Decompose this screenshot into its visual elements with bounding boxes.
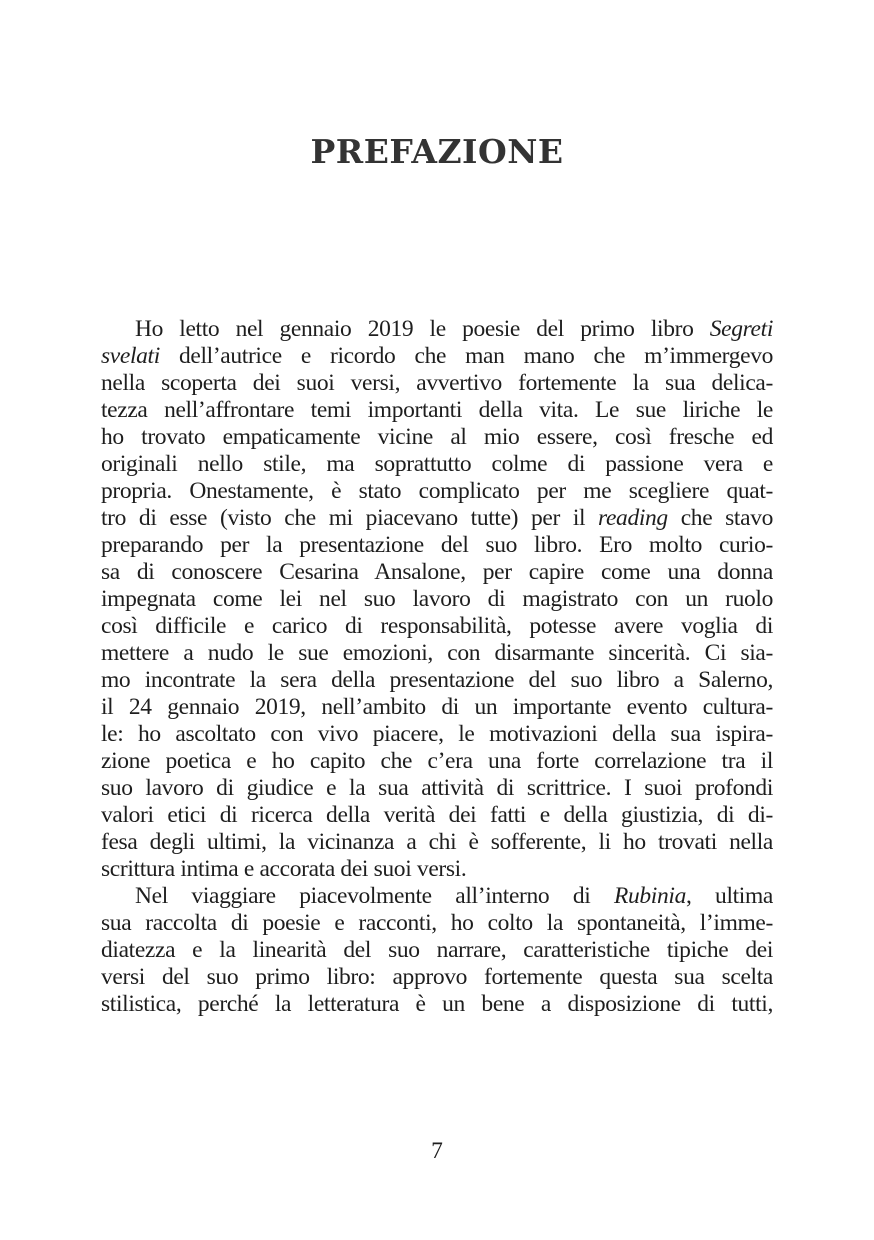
text-line: sa di conoscere Cesarina Ansalone, per capire come una donna xyxy=(101,559,773,585)
text-line: così difficile e carico di responsabilità, potesse avere voglia di xyxy=(101,613,773,639)
book-title-italic: svelati xyxy=(101,343,160,369)
text-line: mettere a nudo le sue emozioni, con disarmante sincerità. Ci sia- xyxy=(101,640,773,666)
text-line: scrittura intima e accorata dei suoi versi. xyxy=(101,856,467,882)
text-line: il 24 gennaio 2019, nell’ambito di un importante evento cultura- xyxy=(101,694,773,720)
text-line: mo incontrate la sera della presentazione del suo libro a Salerno, xyxy=(101,667,773,693)
text-line: impegnata come lei nel suo lavoro di magistrato con un ruolo xyxy=(101,586,773,612)
text-line: stilistica, perché la letteratura è un bene a disposizione di tutti, xyxy=(101,991,773,1017)
text-line: svelati dell’autrice e ricordo che man mano che m’immergevo xyxy=(101,343,773,369)
text-line: originali nello stile, ma soprattutto colme di passione vera e xyxy=(101,451,773,477)
body-text xyxy=(101,316,773,1018)
text-line: le: ho ascoltato con vivo piacere, le motivazioni della sua ispira- xyxy=(101,721,773,747)
text-line: valori etici di ricerca della verità dei fatti e della giustizia, di di- xyxy=(101,802,773,828)
text-line: zione poetica e ho capito che c’era una forte correlazione tra il xyxy=(101,748,773,774)
page-number: 7 xyxy=(431,1138,443,1164)
text-line: versi del suo primo libro: approvo fortemente questa sua scelta xyxy=(101,964,773,990)
text-line: preparando per la presentazione del suo libro. Ero molto curio- xyxy=(101,532,773,558)
text-line: sua raccolta di poesie e racconti, ho colto la spontaneità, l’imme- xyxy=(101,910,773,936)
text-line: ho trovato empaticamente vicine al mio essere, così fresche ed xyxy=(101,424,773,450)
text-line: suo lavoro di giudice e la sua attività di scrittrice. I suoi profondi xyxy=(101,775,773,801)
italic-word: reading xyxy=(598,505,668,531)
book-title-italic: Rubinia xyxy=(614,883,686,909)
book-title-italic: Segreti xyxy=(709,316,773,342)
text-line: Nel viaggiare piacevolmente all’interno di Rubinia, ultima xyxy=(135,883,773,909)
text-line: diatezza e la linearità del suo narrare, caratteristiche tipiche dei xyxy=(101,937,773,963)
paragraph-2 xyxy=(101,883,773,1018)
text-line: tro di esse (visto che mi piacevano tutte) per il reading che stavo xyxy=(101,505,773,531)
text-line: propria. Onestamente, è stato complicato per me scegliere quat- xyxy=(101,478,773,504)
paragraph-1 xyxy=(101,316,773,883)
text-line: fesa degli ultimi, la vicinanza a chi è sofferente, li ho trovati nella xyxy=(101,829,773,855)
text-line: tezza nell’affrontare temi importanti della vita. Le sue liriche le xyxy=(101,397,773,423)
text-line: nella scoperta dei suoi versi, avvertivo fortemente la sua delica- xyxy=(101,370,773,396)
text-line: Ho letto nel gennaio 2019 le poesie del primo libro Segreti xyxy=(135,316,773,342)
page-title: PREFAZIONE xyxy=(310,132,564,171)
